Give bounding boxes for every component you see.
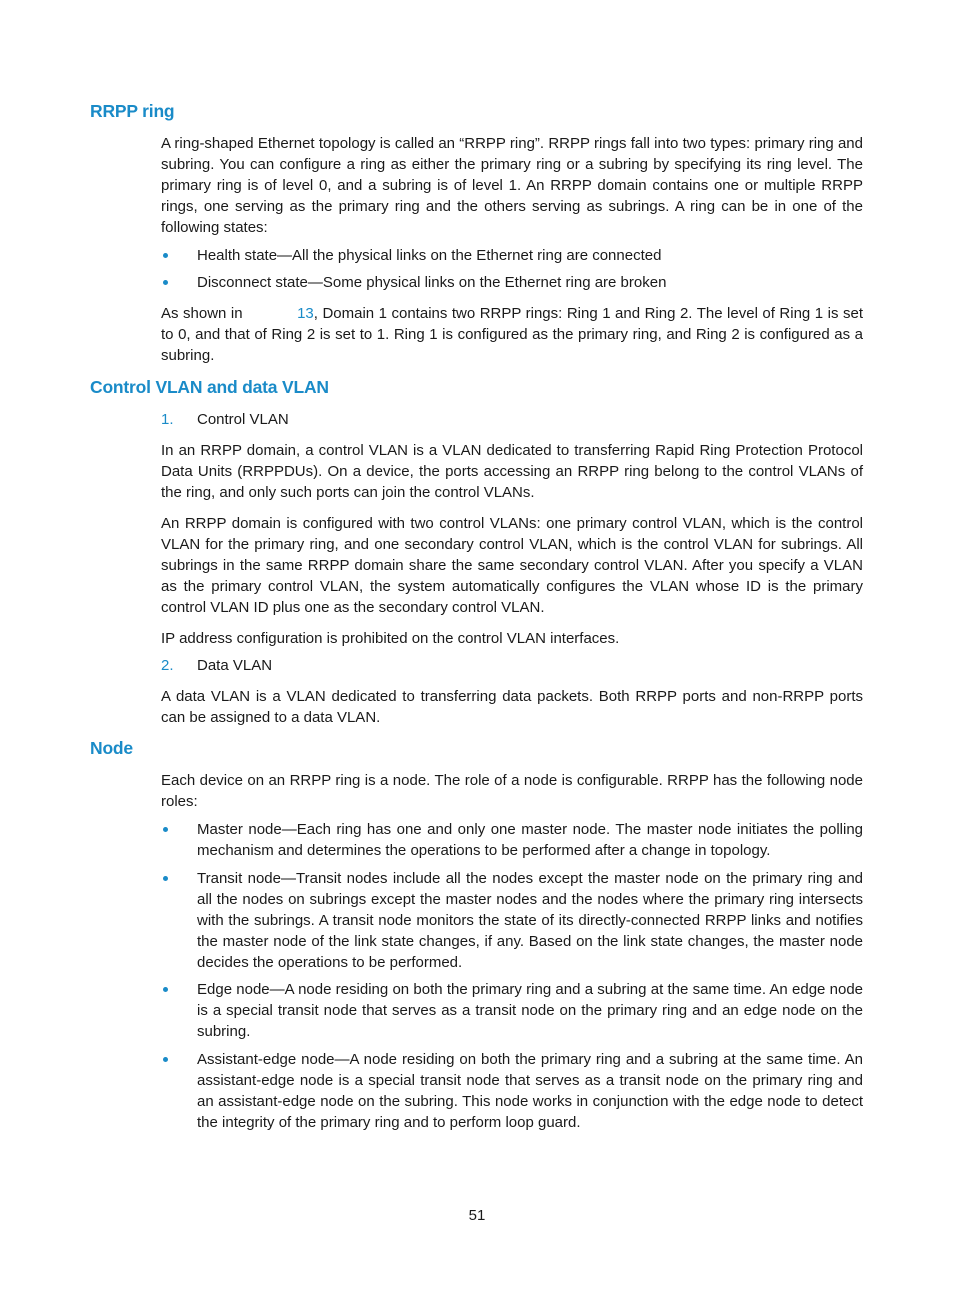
- item-number: 1.: [161, 411, 174, 428]
- item-number: 2.: [161, 657, 174, 674]
- list-item: [161, 1049, 863, 1133]
- bullet-icon: [163, 1057, 168, 1062]
- heading-node: Node: [90, 738, 133, 758]
- list-item-text: Transit node—Transit nodes include all the nodes except the master node on the primary ring and all the nodes on subrings except the master nodes and the nodes where the primary ring intersects with the subrings. A transit node monitors the state of its directly-connected RRPP links and notifies the master node of the link state changes, if any. Based on the link state changes, the master node decides the operations to be performed.: [197, 870, 863, 971]
- control-vlan-p2: An RRPP domain is configured with two control VLANs: one primary control VLAN, which is the control VLAN for the primary ring, and one secondary control VLAN, which is the control VLAN for subrings. All subrings in the same RRPP domain share the same secondary control VLAN. After you specify a VLAN as the primary control VLAN, the system automatically configures the VLAN whose ID is the primary control VLAN ID plus one as the secondary control VLAN.: [161, 515, 863, 616]
- bullet-icon: [163, 876, 168, 881]
- list-item: [161, 868, 863, 973]
- bullet-icon: [163, 253, 168, 258]
- data-vlan-p: A data VLAN is a VLAN dedicated to transferring data packets. Both RRPP ports and non-RRPP ports can be assigned to a data VLAN.: [161, 688, 863, 726]
- list-item-text: Assistant-edge node—A node residing on both the primary ring and a subring at the same time. An assistant-edge node is a special transit node that serves as a transit node on the primary ring and an assistant-edge node on the subring. This node works in conjunction with the edge node to detect the integrity of the primary ring and to perform loop guard.: [197, 1051, 863, 1131]
- heading-control-vlan: Control VLAN and data VLAN: [90, 377, 329, 397]
- control-vlan-p1: In an RRPP domain, a control VLAN is a VLAN dedicated to transferring Rapid Ring Protection Protocol Data Units (RRPPDUs). On a device, the ports accessing an RRPP ring belong to the control VLANs of the ring, and only such ports can join the control VLANs.: [161, 442, 863, 501]
- list-item: [161, 245, 863, 266]
- control-vlan-p3: IP address configuration is prohibited on the control VLAN interfaces.: [161, 630, 620, 647]
- example-prefix: As shown in: [161, 305, 248, 322]
- list-item-text: Master node—Each ring has one and only one master node. The master node initiates the polling mechanism and determines the operations to be performed after a change in topology.: [197, 821, 863, 859]
- list-item-text: Health state—All the physical links on the Ethernet ring are connected: [197, 247, 662, 264]
- rrpp-ring-intro: A ring-shaped Ethernet topology is called an “RRPP ring”. RRPP rings fall into two types: primary ring and subring. You can configure a ring as either the primary ring or a subring by specifying its ring level. The primary ring is of level 0, and a subring is of level 1. An RRPP domain contains one or multiple RRPP rings, one serving as the primary ring and the others serving as subrings. A ring can be in one of the following states:: [161, 135, 863, 236]
- list-item-text: Edge node—A node residing on both the primary ring and a subring at the same time. An edge node is a special transit node that serves as a transit node on the primary ring and an edge node on the subring.: [197, 981, 863, 1040]
- rrpp-ring-example: [161, 303, 863, 366]
- numbered-item-data-vlan: [161, 655, 863, 676]
- item-label: Data VLAN: [197, 657, 273, 674]
- item-label: Control VLAN: [197, 411, 289, 428]
- bullet-icon: [163, 827, 168, 832]
- list-item: [161, 272, 863, 293]
- list-item: [161, 819, 863, 861]
- example-suffix: , Domain 1 contains two RRPP rings: Ring 1 and Ring 2. The level of Ring 1 is set to 0, and that of Ring 2 is set to 1. Ring 1 is configured as the primary ring, and Ring 2 is configured as a subring.: [161, 305, 863, 364]
- figure-reference-link[interactable]: 13: [297, 305, 314, 322]
- numbered-item-control-vlan: [161, 409, 863, 430]
- list-item: [161, 979, 863, 1042]
- heading-rrpp-ring: RRPP ring: [90, 101, 175, 121]
- bullet-icon: [163, 280, 168, 285]
- node-intro: Each device on an RRPP ring is a node. The role of a node is configurable. RRPP has the following node roles:: [161, 772, 863, 810]
- list-item-text: Disconnect state—Some physical links on the Ethernet ring are broken: [197, 274, 667, 291]
- page-number: 51: [468, 1207, 486, 1224]
- bullet-icon: [163, 987, 168, 992]
